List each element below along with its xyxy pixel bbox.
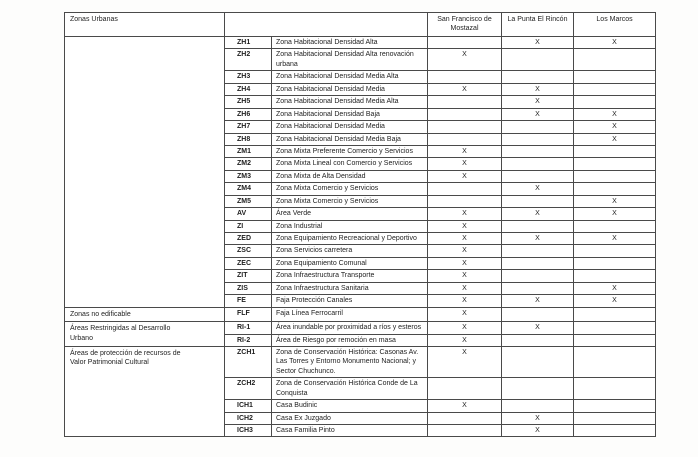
mark-cell-los-marcos: X — [574, 233, 656, 245]
mark-cell-los-marcos: X — [574, 208, 656, 220]
zone-description-cell: Zona Mixta Comercio y Servicios — [272, 183, 428, 195]
zone-description-cell: Zona Equipamiento Recreacional y Deportivo — [272, 233, 428, 245]
mark-cell-san-francisco — [428, 121, 502, 133]
mark-cell-los-marcos — [574, 322, 656, 334]
zone-code-cell: RI-2 — [225, 334, 272, 346]
mark-cell-los-marcos: X — [574, 195, 656, 207]
mark-cell-san-francisco — [428, 133, 502, 145]
zone-description-cell: Zona Habitacional Densidad Media Alta — [272, 96, 428, 108]
mark-cell-la-punta: X — [502, 96, 574, 108]
zone-code-cell: ICH2 — [225, 412, 272, 424]
zone-code-cell: ZH4 — [225, 83, 272, 95]
zone-description-cell: Zona Habitacional Densidad Alta renovación urbana — [272, 49, 428, 71]
mark-cell-los-marcos — [574, 425, 656, 437]
mark-cell-san-francisco — [428, 96, 502, 108]
zone-code-cell: ZM2 — [225, 158, 272, 170]
zone-description-cell: Zona de Conservación Histórica: Casonas Av. Las Torres y Entorno Monumento Nacional; y Sector Chuchunco. — [272, 346, 428, 377]
mark-cell-la-punta — [502, 49, 574, 71]
mark-cell-san-francisco: X — [428, 346, 502, 377]
zone-description-cell: Faja Protección Canales — [272, 295, 428, 307]
zone-description-cell: Zona Mixta Preferente Comercio y Servicios — [272, 145, 428, 157]
mark-cell-san-francisco: X — [428, 257, 502, 269]
zone-description-cell: Zona Equipamiento Comunal — [272, 257, 428, 269]
zone-code-cell: ZED — [225, 233, 272, 245]
zone-description-cell: Zona Habitacional Densidad Media Baja — [272, 133, 428, 145]
zone-description-cell: Área inundable por proximidad a ríos y esteros — [272, 322, 428, 334]
table-row — [65, 346, 656, 377]
mark-cell-san-francisco — [428, 378, 502, 400]
column-header-san-francisco: San Francisco de Mostazal — [428, 13, 502, 37]
mark-cell-los-marcos — [574, 183, 656, 195]
zone-code-cell: ZEC — [225, 257, 272, 269]
mark-cell-san-francisco: X — [428, 145, 502, 157]
zone-description-cell: Zona Infraestructura Transporte — [272, 270, 428, 282]
mark-cell-los-marcos — [574, 220, 656, 232]
mark-cell-los-marcos — [574, 145, 656, 157]
mark-cell-los-marcos — [574, 158, 656, 170]
mark-cell-la-punta: X — [502, 295, 574, 307]
zone-description-cell: Faja Línea Ferrocarril — [272, 307, 428, 321]
mark-cell-la-punta: X — [502, 83, 574, 95]
zone-code-cell: ZM5 — [225, 195, 272, 207]
mark-cell-los-marcos — [574, 400, 656, 412]
mark-cell-los-marcos — [574, 71, 656, 83]
mark-cell-san-francisco — [428, 108, 502, 120]
zone-description-cell: Zona Habitacional Densidad Media Alta — [272, 71, 428, 83]
mark-cell-la-punta: X — [502, 37, 574, 49]
mark-cell-la-punta — [502, 245, 574, 257]
table-row — [65, 307, 656, 321]
mark-cell-san-francisco: X — [428, 307, 502, 321]
mark-cell-san-francisco: X — [428, 334, 502, 346]
mark-cell-los-marcos: X — [574, 295, 656, 307]
category-cell: Áreas de protección de recursos de Valor Patrimonial Cultural — [65, 346, 225, 437]
mark-cell-san-francisco — [428, 412, 502, 424]
mark-cell-los-marcos: X — [574, 121, 656, 133]
mark-cell-san-francisco: X — [428, 170, 502, 182]
mark-cell-la-punta — [502, 133, 574, 145]
zone-description-cell: Casa Familia Pinto — [272, 425, 428, 437]
mark-cell-la-punta — [502, 71, 574, 83]
zone-code-cell: ICH3 — [225, 425, 272, 437]
mark-cell-san-francisco: X — [428, 322, 502, 334]
mark-cell-los-marcos — [574, 245, 656, 257]
column-header-la-punta: La Punta El Rincón — [502, 13, 574, 37]
zone-description-cell: Casa Ex Juzgado — [272, 412, 428, 424]
header-row — [65, 13, 656, 37]
table-header — [65, 13, 656, 37]
zone-code-cell: AV — [225, 208, 272, 220]
zone-description-cell: Zona Infraestructura Sanitaria — [272, 282, 428, 294]
mark-cell-la-punta — [502, 170, 574, 182]
zone-code-cell: RI-1 — [225, 322, 272, 334]
mark-cell-la-punta — [502, 195, 574, 207]
mark-cell-la-punta: X — [502, 425, 574, 437]
zone-code-cell: ZSC — [225, 245, 272, 257]
mark-cell-los-marcos — [574, 307, 656, 321]
zone-code-cell: ICH1 — [225, 400, 272, 412]
zone-code-cell: ZI — [225, 220, 272, 232]
zone-description-cell: Zona Mixta Lineal con Comercio y Servicios — [272, 158, 428, 170]
zone-description-cell: Área de Riesgo por remoción en masa — [272, 334, 428, 346]
zone-description-cell: Zona Servicios carretera — [272, 245, 428, 257]
mark-cell-san-francisco: X — [428, 49, 502, 71]
zone-code-cell: ZH1 — [225, 37, 272, 49]
zone-code-cell: ZCH2 — [225, 378, 272, 400]
mark-cell-los-marcos — [574, 170, 656, 182]
mark-cell-los-marcos: X — [574, 37, 656, 49]
table-row — [65, 37, 656, 49]
zone-code-cell: ZH6 — [225, 108, 272, 120]
category-cell: Áreas Restringidas al Desarrollo Urbano — [65, 322, 225, 347]
mark-cell-la-punta — [502, 257, 574, 269]
empty-header-cell — [225, 13, 428, 37]
mark-cell-la-punta: X — [502, 322, 574, 334]
mark-cell-la-punta: X — [502, 208, 574, 220]
zone-description-cell: Casa Budinic — [272, 400, 428, 412]
zone-code-cell: ZH3 — [225, 71, 272, 83]
zone-code-cell: FE — [225, 295, 272, 307]
category-cell — [65, 37, 225, 308]
table-row — [65, 322, 656, 334]
mark-cell-san-francisco: X — [428, 233, 502, 245]
zoning-table-body — [65, 37, 656, 437]
mark-cell-los-marcos — [574, 257, 656, 269]
mark-cell-san-francisco: X — [428, 220, 502, 232]
zone-description-cell: Zona de Conservación Histórica Conde de La Conquista — [272, 378, 428, 400]
mark-cell-los-marcos — [574, 83, 656, 95]
zone-code-cell: ZH5 — [225, 96, 272, 108]
mark-cell-la-punta — [502, 145, 574, 157]
corner-title: Zonas Urbanas — [65, 13, 225, 37]
zone-code-cell: ZH7 — [225, 121, 272, 133]
mark-cell-san-francisco: X — [428, 245, 502, 257]
mark-cell-la-punta: X — [502, 108, 574, 120]
mark-cell-los-marcos: X — [574, 108, 656, 120]
mark-cell-san-francisco — [428, 425, 502, 437]
zone-code-cell: ZH8 — [225, 133, 272, 145]
zone-code-cell: ZM4 — [225, 183, 272, 195]
mark-cell-la-punta — [502, 121, 574, 133]
mark-cell-la-punta — [502, 334, 574, 346]
mark-cell-los-marcos — [574, 346, 656, 377]
zone-description-cell: Zona Industrial — [272, 220, 428, 232]
mark-cell-la-punta: X — [502, 183, 574, 195]
mark-cell-la-punta — [502, 158, 574, 170]
mark-cell-san-francisco: X — [428, 270, 502, 282]
category-cell: Zonas no edificable — [65, 307, 225, 321]
mark-cell-san-francisco: X — [428, 400, 502, 412]
mark-cell-la-punta: X — [502, 233, 574, 245]
zone-description-cell: Área Verde — [272, 208, 428, 220]
zone-code-cell: ZM1 — [225, 145, 272, 157]
mark-cell-san-francisco: X — [428, 208, 502, 220]
mark-cell-san-francisco: X — [428, 282, 502, 294]
mark-cell-san-francisco: X — [428, 158, 502, 170]
mark-cell-la-punta — [502, 282, 574, 294]
zone-code-cell: ZIS — [225, 282, 272, 294]
zone-description-cell: Zona Habitacional Densidad Media — [272, 121, 428, 133]
mark-cell-la-punta — [502, 307, 574, 321]
mark-cell-san-francisco: X — [428, 295, 502, 307]
zone-code-cell: ZH2 — [225, 49, 272, 71]
mark-cell-los-marcos: X — [574, 133, 656, 145]
mark-cell-los-marcos: X — [574, 282, 656, 294]
mark-cell-san-francisco — [428, 195, 502, 207]
mark-cell-san-francisco — [428, 71, 502, 83]
mark-cell-la-punta — [502, 346, 574, 377]
mark-cell-la-punta — [502, 220, 574, 232]
zone-description-cell: Zona Mixta de Alta Densidad — [272, 170, 428, 182]
zone-description-cell: Zona Habitacional Densidad Media — [272, 83, 428, 95]
zone-description-cell: Zona Habitacional Densidad Alta — [272, 37, 428, 49]
mark-cell-san-francisco — [428, 37, 502, 49]
mark-cell-los-marcos — [574, 49, 656, 71]
column-header-los-marcos: Los Marcos — [574, 13, 656, 37]
mark-cell-los-marcos — [574, 96, 656, 108]
mark-cell-la-punta — [502, 400, 574, 412]
zone-code-cell: ZIT — [225, 270, 272, 282]
mark-cell-la-punta — [502, 378, 574, 400]
zoning-table — [64, 12, 656, 437]
mark-cell-los-marcos — [574, 412, 656, 424]
zone-code-cell: FLF — [225, 307, 272, 321]
zone-code-cell: ZCH1 — [225, 346, 272, 377]
mark-cell-la-punta: X — [502, 412, 574, 424]
zone-description-cell: Zona Mixta Comercio y Servicios — [272, 195, 428, 207]
mark-cell-los-marcos — [574, 334, 656, 346]
mark-cell-san-francisco: X — [428, 83, 502, 95]
mark-cell-los-marcos — [574, 270, 656, 282]
mark-cell-la-punta — [502, 270, 574, 282]
zone-code-cell: ZM3 — [225, 170, 272, 182]
mark-cell-san-francisco — [428, 183, 502, 195]
mark-cell-los-marcos — [574, 378, 656, 400]
zone-description-cell: Zona Habitacional Densidad Baja — [272, 108, 428, 120]
